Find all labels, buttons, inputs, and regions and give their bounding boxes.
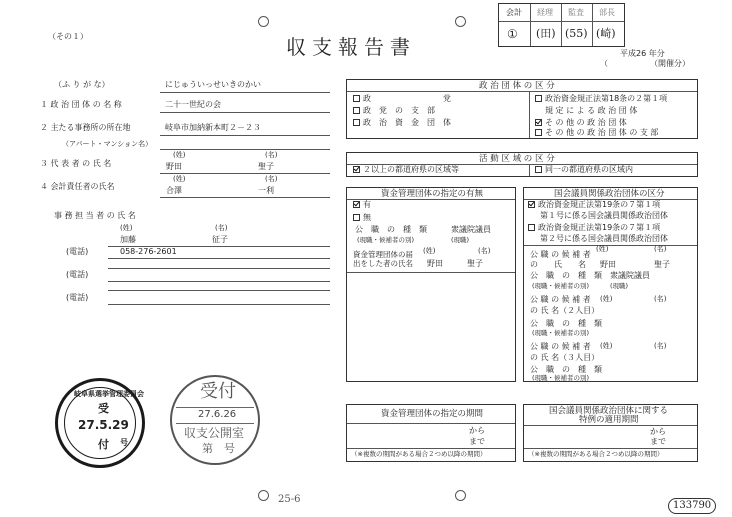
- category-item[interactable]: 政 党 の 支 部: [353, 107, 435, 115]
- diet-office-label: 公 職 の 種 類: [530, 271, 602, 280]
- area-item[interactable]: ２以上の都道府県の区域等: [353, 166, 459, 174]
- period-from: から: [650, 427, 666, 436]
- punch-hole: [455, 490, 466, 501]
- checkbox[interactable]: [353, 119, 360, 126]
- stamp-date: 27.5.29: [78, 418, 129, 432]
- checkbox[interactable]: [535, 129, 542, 136]
- report-year: 平成26 年分: [620, 49, 665, 58]
- checkbox[interactable]: [535, 166, 542, 173]
- surname-tag: (姓): [173, 151, 186, 159]
- surname-tag: (姓): [423, 247, 436, 255]
- fund-yes[interactable]: 有: [353, 201, 371, 209]
- fund-period-box: [346, 404, 516, 462]
- checkbox[interactable]: [353, 214, 360, 221]
- diet-item-cont: 第１号に係る国会議員関係政治団体: [540, 211, 668, 220]
- surname-tag: (姓): [596, 245, 609, 253]
- diet-cand2-label: 公 職 の 候 補 者: [530, 295, 591, 304]
- punch-hole: [455, 16, 466, 27]
- diet-cand2-sub: の 氏 名（２人目）: [530, 306, 600, 315]
- approval-label: 経理: [537, 8, 553, 17]
- fund-office-sub: (現職・候補者の別): [357, 236, 415, 244]
- category-item[interactable]: 政 治 資 金 団 体: [353, 119, 451, 127]
- checkbox[interactable]: [353, 95, 360, 102]
- punch-hole: [258, 16, 269, 27]
- apt-label: （アパート・マンション名）: [62, 140, 153, 148]
- checkbox-checked[interactable]: [528, 201, 535, 208]
- tel-label: (電話): [66, 293, 89, 302]
- area-box: [346, 152, 698, 177]
- given-tag: (名): [654, 342, 667, 350]
- fund-period-title: 資金管理団体の指定の期間: [381, 409, 484, 419]
- tel-value: 058-276-2601: [120, 247, 177, 256]
- diet-item-cont: 第２号に係る国会議員関係政治団体: [540, 234, 668, 243]
- approval-mark: ①: [507, 27, 518, 41]
- acct-surname: 合澤: [166, 186, 182, 195]
- surname-tag: (姓): [600, 342, 613, 350]
- checkbox[interactable]: [535, 95, 542, 102]
- rep-surname: 野田: [166, 162, 182, 171]
- serial-number: 133790: [668, 498, 716, 514]
- fund-office-sub-value: (現職): [451, 236, 470, 244]
- checkbox-checked[interactable]: [353, 166, 360, 173]
- period-note: （※複数の期間がある場合２つめ以降の期間）: [351, 450, 487, 458]
- given-tag: (名): [265, 151, 278, 159]
- diet-office-sub-value: (現職): [610, 282, 629, 290]
- checkbox-checked[interactable]: [353, 201, 360, 208]
- diet-office-sub: (現職・候補者の別): [532, 329, 590, 337]
- diet-title: 国会議員関係政治団体の区分: [554, 189, 665, 199]
- given-tag: (名): [654, 245, 667, 253]
- diet-box: [523, 187, 698, 382]
- page-note: （その１）: [48, 32, 88, 41]
- diet-office-value: 衆議院議員: [610, 271, 650, 280]
- given-tag: (名): [265, 175, 278, 183]
- fund-person-given: 聖子: [467, 259, 483, 268]
- surname-tag: (姓): [600, 295, 613, 303]
- paren: （: [600, 59, 608, 68]
- category-item[interactable]: そ の 他 の 政 治 団 体 の 支 部: [535, 129, 658, 137]
- stamp-date: 27.6.26: [198, 409, 237, 420]
- diet-period-box: [523, 404, 698, 462]
- period-to: まで: [650, 437, 666, 446]
- diet-item[interactable]: 政治資金規正法第19条の７第１項: [528, 201, 660, 209]
- acct-given: 一利: [258, 186, 274, 195]
- stamp-text: 号: [120, 438, 128, 447]
- fund-office-label: 公 職 の 種 類: [355, 225, 427, 234]
- office-label: ２ 主たる事務所の所在地: [40, 123, 131, 132]
- stamp-text: 付: [98, 438, 109, 451]
- area-title: 活 動 区 域 の 区 分: [479, 154, 555, 164]
- category-box: [346, 79, 698, 139]
- election-committee-stamp: [55, 378, 145, 468]
- handwritten-note: 25-6: [278, 494, 301, 505]
- diet-period-title: 国会議員関係政治団体に関する: [549, 406, 669, 416]
- diet-office-label: 公 職 の 種 類: [530, 365, 602, 374]
- acct-label: ４ 会計責任者の氏名: [40, 182, 115, 191]
- rep-label: ３ 代 表 者 の 氏 名: [40, 159, 112, 168]
- org-name-label: １ 政 治 団 体 の 名 称: [40, 100, 122, 109]
- fund-box: [346, 187, 516, 382]
- year-note: （開催分）: [650, 59, 690, 68]
- stamp-text: 受付: [200, 381, 236, 402]
- diet-item[interactable]: 政治資金規正法第19条の７第１項: [528, 224, 660, 232]
- period-note: （※複数の期間がある場合２つめ以降の期間）: [528, 450, 664, 458]
- punch-hole: [258, 490, 269, 501]
- stamp-text: 受: [98, 402, 109, 415]
- fund-person-label: 資金管理団体の届: [353, 250, 413, 259]
- approval-mark: (田): [536, 27, 556, 40]
- rep-given: 聖子: [258, 162, 274, 171]
- stamp-text: 収支公開室: [184, 426, 245, 440]
- checkbox[interactable]: [353, 107, 360, 114]
- approval-label: 会計: [506, 8, 522, 17]
- approval-label: 監査: [568, 8, 584, 17]
- tel-label: (電話): [66, 270, 89, 279]
- fund-title: 資金管理団体の指定の有無: [381, 189, 484, 199]
- diet-period-title: 特例の適用期間: [579, 415, 639, 425]
- org-name-value: 二十一世紀の会: [165, 100, 221, 109]
- given-tag: (名): [478, 247, 491, 255]
- period-from: から: [469, 426, 485, 435]
- fund-person-surname: 野田: [427, 259, 443, 268]
- diet-office-sub: (現職・候補者の別): [532, 282, 590, 290]
- approval-mark: (崎): [596, 27, 616, 40]
- tel-label: (電話): [66, 247, 89, 256]
- period-to: まで: [469, 437, 485, 446]
- area-item[interactable]: 同一の都道府県の区域内: [535, 166, 633, 174]
- receipt-stamp: [170, 375, 260, 465]
- furigana-label: （ふ り が な）: [54, 80, 110, 89]
- diet-cand-label: の 氏 名: [530, 260, 586, 269]
- category-item[interactable]: 政 党: [353, 95, 451, 103]
- category-item[interactable]: 政治資金規正法第18条の２第１項: [535, 95, 667, 103]
- fund-person-label: 出をした者の氏名: [353, 259, 413, 268]
- surname-tag: (姓): [120, 224, 133, 232]
- fund-no[interactable]: 無: [353, 214, 371, 222]
- furigana-value: にじゅういっせいきのかい: [165, 80, 261, 89]
- staff-surname: 加藤: [120, 235, 136, 244]
- diet-cand-label: 公 職 の 候 補 者: [530, 250, 591, 259]
- checkbox-checked[interactable]: [535, 119, 542, 126]
- given-tag: (名): [654, 295, 667, 303]
- diet-office-sub: (現職・候補者の別): [532, 374, 590, 382]
- fund-office-value: 衆議院議員: [451, 225, 491, 234]
- diet-cand3-sub: の 氏 名（３人目）: [530, 353, 600, 362]
- diet-cand1-surname: 野田: [600, 260, 616, 269]
- diet-cand1-given: 聖子: [654, 260, 670, 269]
- surname-tag: (姓): [173, 175, 186, 183]
- staff-given: 征子: [212, 235, 228, 244]
- page-title: 収支報告書: [286, 35, 416, 59]
- diet-cand3-label: 公 職 の 候 補 者: [530, 342, 591, 351]
- category-title: 政 治 団 体 の 区 分: [479, 81, 555, 91]
- approval-mark: (55): [565, 27, 588, 40]
- office-value: 岐阜市加納新本町２－２３: [165, 123, 261, 132]
- category-item-cont: 規 定 に よ る 政 治 団 体: [545, 106, 638, 115]
- diet-office-label: 公 職 の 種 類: [530, 319, 602, 328]
- approval-label: 部長: [599, 8, 615, 17]
- stamp-text: 第 号: [202, 442, 235, 455]
- category-item[interactable]: そ の 他 の 政 治 団 体: [535, 119, 627, 127]
- given-tag: (名): [215, 224, 228, 232]
- approval-grid: [498, 3, 625, 47]
- staff-label: 事 務 担 当 者 の 氏 名: [54, 211, 136, 220]
- checkbox[interactable]: [528, 224, 535, 231]
- stamp-text: 岐阜県選挙管理委員会: [74, 390, 144, 398]
